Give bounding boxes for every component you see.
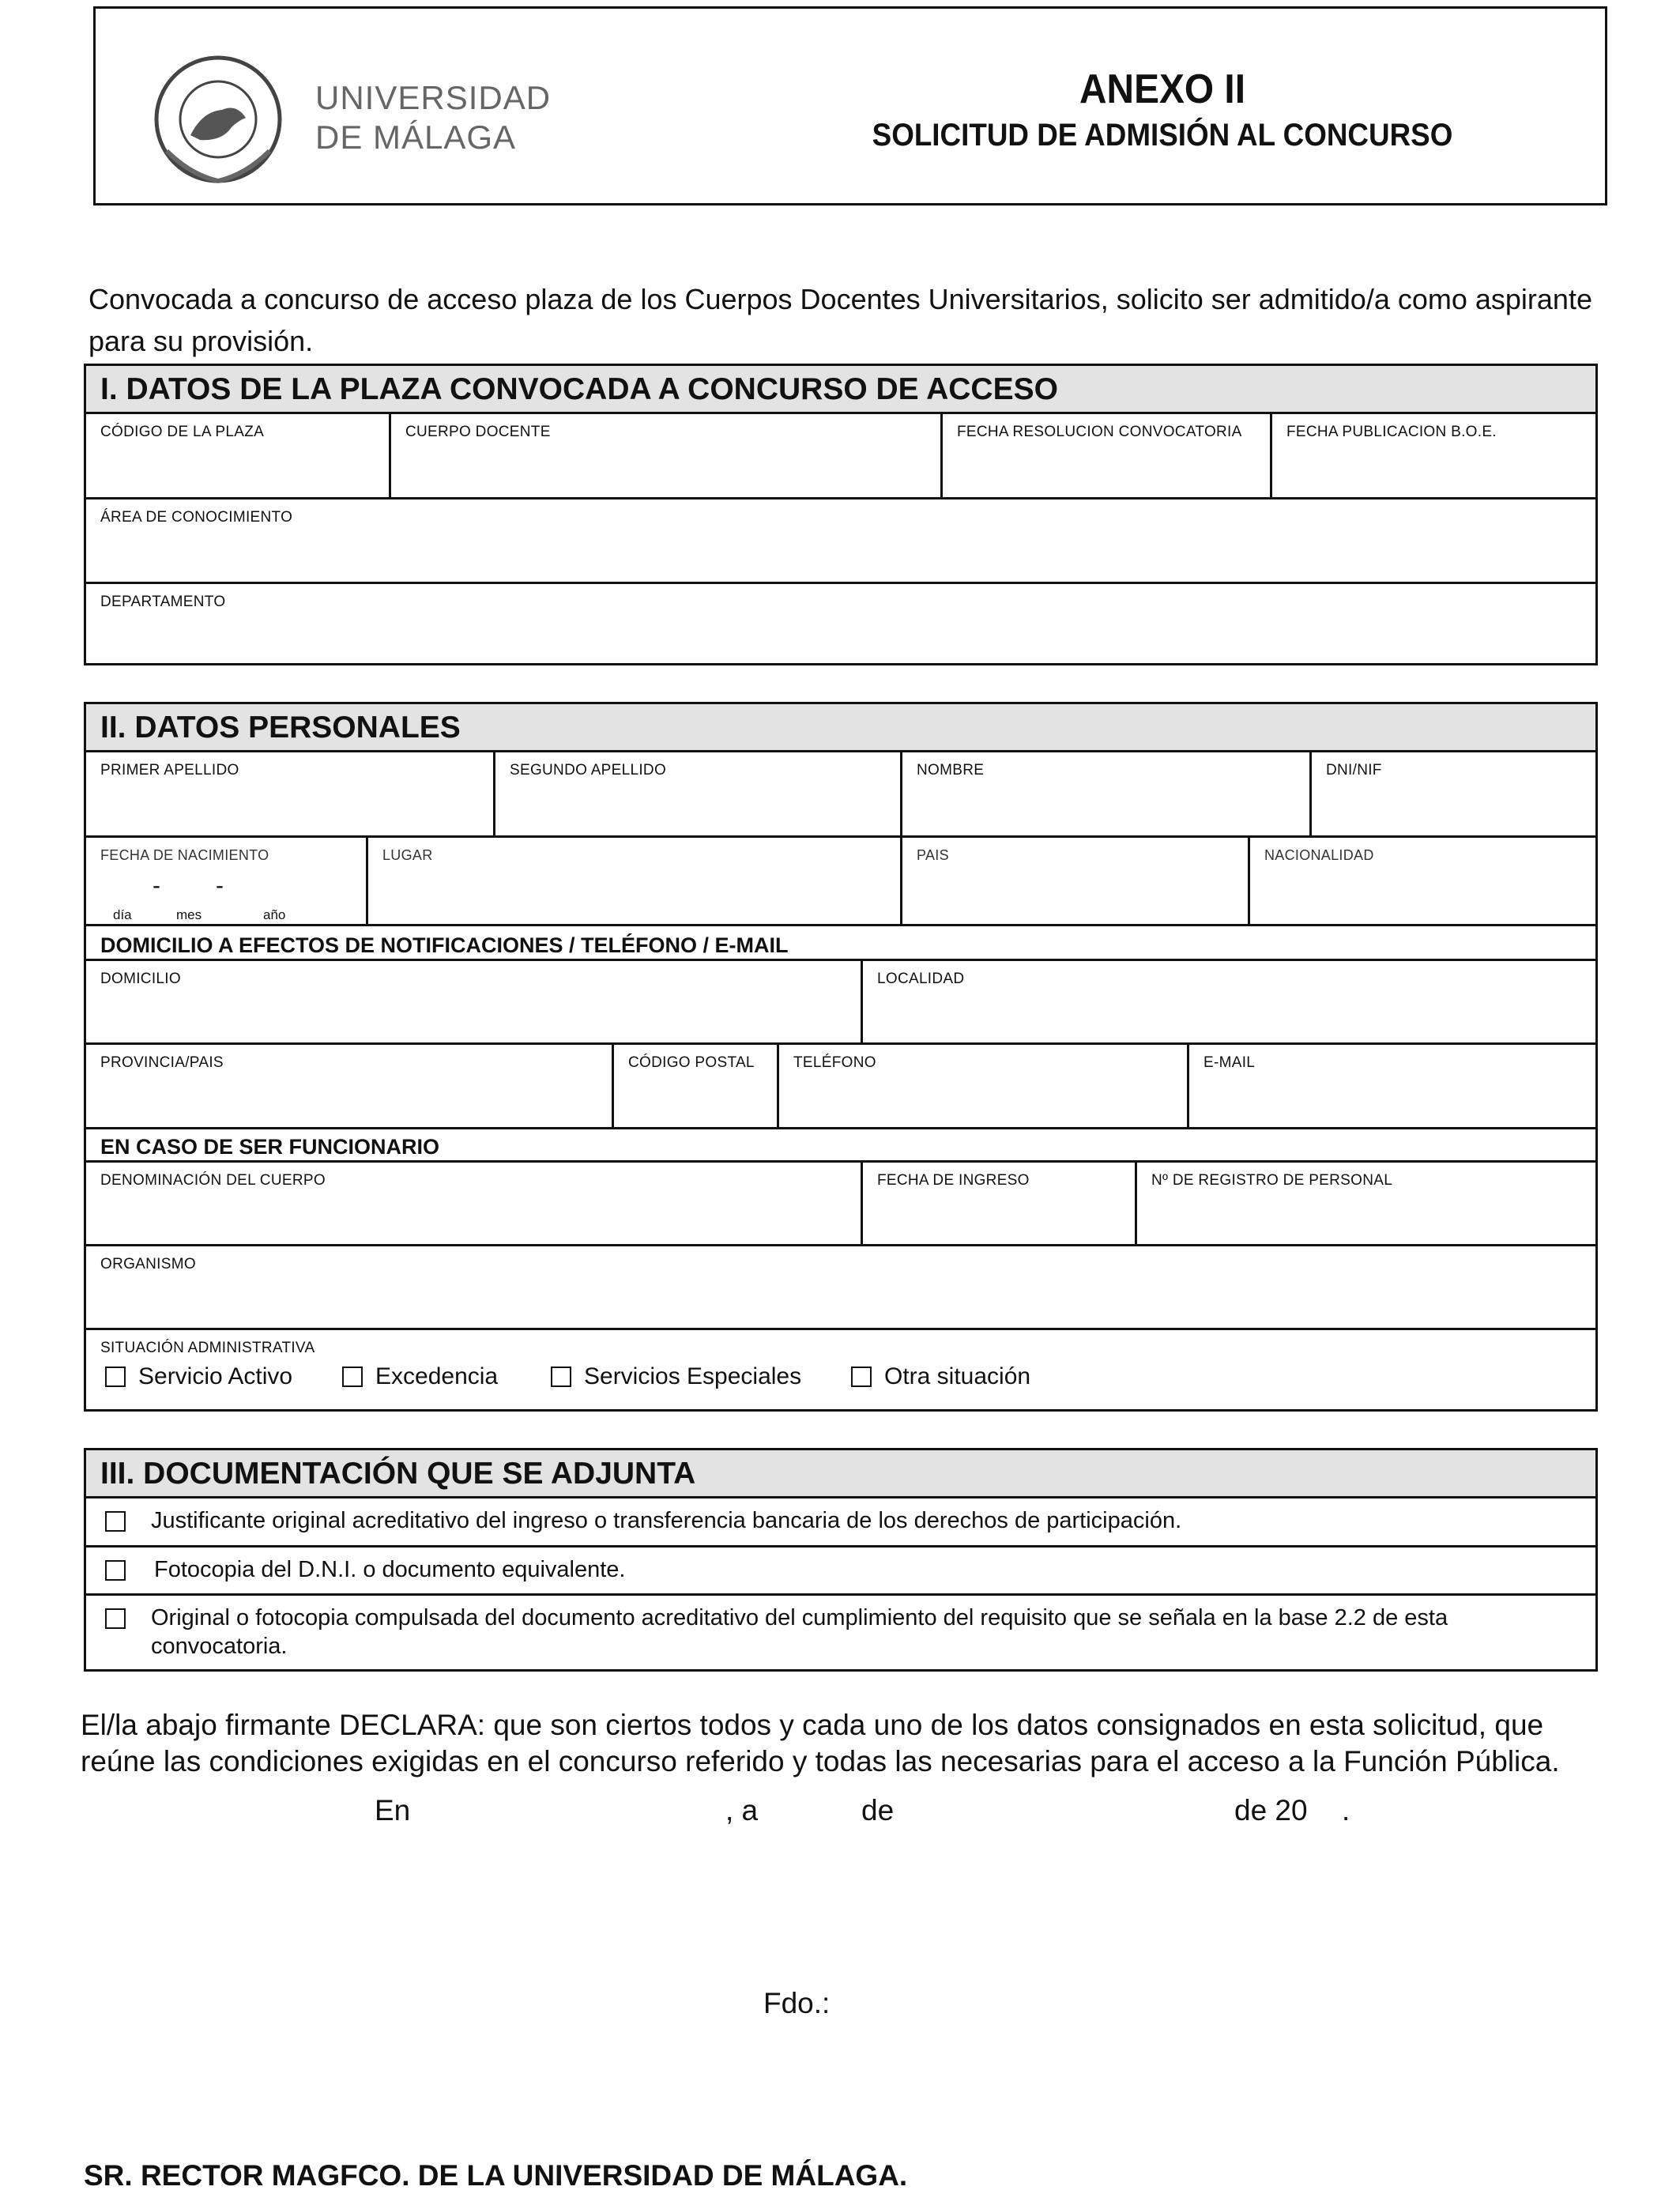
- document-header: [93, 6, 1607, 205]
- section-plaza: [84, 364, 1598, 665]
- departamento-label: DEPARTAMENTO: [100, 594, 226, 610]
- section-datos-personales: [84, 702, 1598, 1412]
- doc-item-requisito: [86, 1596, 1595, 1669]
- servicios-especiales-label: Servicios Especiales: [584, 1363, 802, 1389]
- provincia-label: PROVINCIA/PAIS: [100, 1054, 224, 1071]
- section-datos-personales-title: II. DATOS PERSONALES: [86, 704, 1595, 752]
- mes-label: mes: [176, 907, 202, 922]
- servicio-activo-checkbox[interactable]: [105, 1367, 126, 1387]
- denominacion-cuerpo-label: DENOMINACIÓN DEL CUERPO: [100, 1172, 326, 1189]
- denominacion-cuerpo-field[interactable]: [86, 1163, 861, 1244]
- dni-label: DNI/NIF: [1326, 762, 1382, 778]
- date-period: .: [1342, 1794, 1350, 1826]
- servicio-activo-label: Servicio Activo: [138, 1363, 293, 1389]
- lugar-label: LUGAR: [382, 847, 433, 863]
- university-seal-icon: [143, 48, 293, 190]
- nombre-label: NOMBRE: [917, 762, 985, 778]
- date-de-label: de: [861, 1794, 895, 1826]
- domicilio-subheading: DOMICILIO A EFECTOS DE NOTIFICACIONES / TELÉFONO / E-MAIL: [100, 933, 789, 957]
- dni-copy-checkbox[interactable]: [105, 1560, 126, 1581]
- declaration-paragraph: El/la abajo firmante DECLARA: que son ciertos todos y cada uno de los datos consignados en esta solicitud, que reúne las condiciones exigidas en el concurso referido y todas las necesarias para el acceso a la Función Pública.: [81, 1709, 1560, 1777]
- fecha-resolucion-field[interactable]: [943, 414, 1270, 497]
- registro-personal-label: Nº DE REGISTRO DE PERSONAL: [1151, 1172, 1393, 1189]
- fecha-nacimiento-field[interactable]: [86, 838, 366, 924]
- otra-situacion-checkbox[interactable]: [851, 1367, 872, 1387]
- document-title: ANEXO II: [1079, 66, 1245, 112]
- otra-situacion-label: Otra situación: [884, 1363, 1031, 1389]
- registro-personal-field[interactable]: [1137, 1163, 1595, 1244]
- localidad-label: LOCALIDAD: [877, 971, 965, 987]
- section-plaza-title: I. DATOS DE LA PLAZA CONVOCADA A CONCURSO DE ACCESO: [86, 366, 1595, 414]
- codigo-plaza-label: CÓDIGO DE LA PLAZA: [100, 424, 265, 440]
- requisito-label: Original o fotocopia compulsada del documento acreditativo del cumplimiento del requisito que se señala en la base 2.2 de esta convocatoria.: [151, 1605, 1448, 1659]
- domicilio-field[interactable]: [86, 961, 861, 1042]
- provincia-field[interactable]: [86, 1045, 612, 1127]
- pais-field[interactable]: [902, 838, 1248, 924]
- pais-label: PAIS: [917, 847, 949, 863]
- fecha-ingreso-label: FECHA DE INGRESO: [877, 1172, 1030, 1189]
- dni-field[interactable]: [1312, 752, 1595, 835]
- excedencia-checkbox[interactable]: [342, 1367, 363, 1387]
- situacion-administrativa-label: SITUACIÓN ADMINISTRATIVA: [100, 1340, 315, 1356]
- cuerpo-docente-label: CUERPO DOCENTE: [405, 424, 551, 440]
- fecha-ingreso-field[interactable]: [863, 1163, 1135, 1244]
- addressee: SR. RECTOR MAGFCO. DE LA UNIVERSIDAD DE MÁLAGA.: [84, 2159, 908, 2192]
- codigo-plaza-field[interactable]: [86, 414, 389, 497]
- date-en-label: En: [375, 1794, 411, 1826]
- intro-paragraph: Convocada a concurso de acceso plaza de los Cuerpos Docentes Universitarios, solicito ser admitido/a como aspirante para su provisión.: [89, 283, 1592, 357]
- departamento-field[interactable]: [86, 584, 1595, 663]
- date-separator-1: -: [153, 873, 160, 899]
- email-label: E-MAIL: [1203, 1054, 1256, 1071]
- primer-apellido-label: PRIMER APELLIDO: [100, 762, 239, 778]
- segundo-apellido-label: SEGUNDO APELLIDO: [510, 762, 667, 778]
- university-name-line1: UNIVERSIDAD: [315, 79, 552, 116]
- fecha-publicacion-field[interactable]: [1272, 414, 1595, 497]
- date-de20-label: de 20: [1234, 1794, 1308, 1826]
- nacionalidad-label: NACIONALIDAD: [1264, 847, 1374, 863]
- area-conocimiento-label: ÁREA DE CONOCIMIENTO: [100, 509, 293, 526]
- codigo-postal-field[interactable]: [614, 1045, 777, 1127]
- date-a-label: , a: [725, 1794, 759, 1826]
- codigo-postal-label: CÓDIGO POSTAL: [628, 1054, 755, 1071]
- area-conocimiento-field[interactable]: [86, 499, 1595, 582]
- organismo-field[interactable]: [86, 1246, 1595, 1328]
- justificante-label: Justificante original acreditativo del ingreso o transferencia bancaria de los derechos de participación.: [151, 1508, 1182, 1533]
- localidad-field[interactable]: [863, 961, 1595, 1042]
- excedencia-label: Excedencia: [375, 1363, 499, 1389]
- nombre-field[interactable]: [902, 752, 1309, 835]
- anio-label: año: [263, 907, 286, 922]
- signature-label: Fdo.:: [763, 1987, 831, 2019]
- email-field[interactable]: [1189, 1045, 1595, 1127]
- domicilio-label: DOMICILIO: [100, 971, 181, 987]
- cuerpo-docente-field[interactable]: [391, 414, 940, 497]
- lugar-field[interactable]: [368, 838, 900, 924]
- university-name-line2: DE MÁLAGA: [315, 119, 517, 156]
- doc-item-dni: [86, 1547, 1595, 1593]
- fecha-resolucion-label: FECHA RESOLUCION CONVOCATORIA: [957, 424, 1242, 440]
- fecha-publicacion-label: FECHA PUBLICACION B.O.E.: [1286, 424, 1497, 440]
- requisito-checkbox[interactable]: [105, 1608, 126, 1629]
- dni-copy-label: Fotocopia del D.N.I. o documento equivalente.: [154, 1557, 626, 1582]
- telefono-field[interactable]: [779, 1045, 1187, 1127]
- servicios-especiales-checkbox[interactable]: [551, 1367, 571, 1387]
- doc-item-justificante: [86, 1498, 1595, 1545]
- section-documentacion-title: III. DOCUMENTACIÓN QUE SE ADJUNTA: [86, 1450, 1595, 1498]
- funcionario-subheading: EN CASO DE SER FUNCIONARIO: [100, 1135, 440, 1159]
- segundo-apellido-field[interactable]: [495, 752, 900, 835]
- nacionalidad-field[interactable]: [1250, 838, 1595, 924]
- section-documentacion: [84, 1448, 1598, 1672]
- university-logotype: [315, 78, 551, 157]
- situacion-administrativa-group: [86, 1330, 1595, 1409]
- organismo-label: ORGANISMO: [100, 1256, 196, 1272]
- justificante-checkbox[interactable]: [105, 1511, 126, 1532]
- dia-label: día: [113, 907, 132, 922]
- date-separator-2: -: [216, 873, 224, 899]
- document-subtitle: SOLICITUD DE ADMISIÓN AL CONCURSO: [872, 118, 1453, 153]
- fecha-nacimiento-label: FECHA DE NACIMIENTO: [100, 847, 269, 863]
- telefono-label: TELÉFONO: [793, 1054, 876, 1071]
- primer-apellido-field[interactable]: [86, 752, 493, 835]
